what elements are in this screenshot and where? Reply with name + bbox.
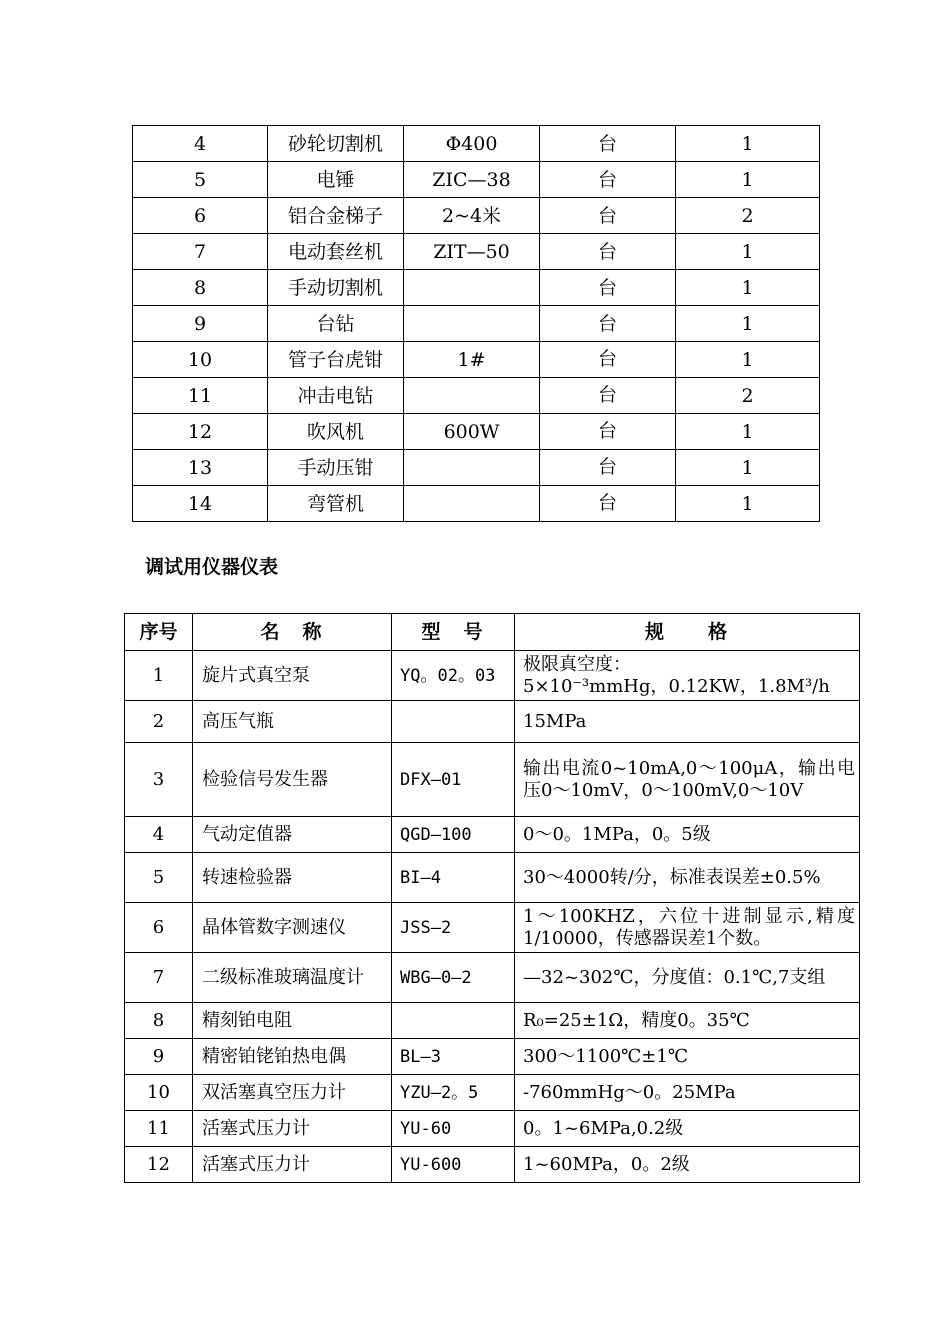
instrument-cell-spec: 1～100KHZ，六位十进制显示,精度1/10000，传感器误差1个数。 xyxy=(515,903,860,953)
tools-cell-qty: 1 xyxy=(676,486,820,522)
tools-cell-no: 11 xyxy=(133,378,268,414)
tools-cell-model: 1# xyxy=(404,342,540,378)
instrument-table-row xyxy=(125,701,860,743)
tools-cell-no: 4 xyxy=(133,126,268,162)
tools-table-row xyxy=(133,270,820,306)
instrument-cell-model: WBG—0—2 xyxy=(392,953,515,1003)
instrument-cell-no: 10 xyxy=(125,1075,193,1111)
instrument-cell-spec: —32~302℃，分度值：0.1℃,7支组 xyxy=(515,953,860,1003)
instrument-table-row xyxy=(125,743,860,817)
header-model: 型 号 xyxy=(392,614,515,651)
instrument-cell-name: 检验信号发生器 xyxy=(193,743,392,817)
tools-cell-unit: 台 xyxy=(540,486,676,522)
tools-cell-model: ZIT—50 xyxy=(404,234,540,270)
tools-cell-qty: 1 xyxy=(676,126,820,162)
tools-cell-no: 6 xyxy=(133,198,268,234)
tools-cell-name: 电锤 xyxy=(268,162,404,198)
tools-cell-no: 7 xyxy=(133,234,268,270)
tools-cell-no: 13 xyxy=(133,450,268,486)
instrument-cell-model xyxy=(392,701,515,743)
tools-table-row xyxy=(133,126,820,162)
instrument-cell-model: YU-600 xyxy=(392,1147,515,1183)
instrument-cell-name: 活塞式压力计 xyxy=(193,1111,392,1147)
tools-cell-no: 8 xyxy=(133,270,268,306)
tools-cell-no: 5 xyxy=(133,162,268,198)
instrument-cell-model xyxy=(392,1003,515,1039)
instrument-cell-model: BL—3 xyxy=(392,1039,515,1075)
tools-cell-model: 600W xyxy=(404,414,540,450)
instrument-cell-no: 5 xyxy=(125,853,193,903)
tools-cell-name: 冲击电钻 xyxy=(268,378,404,414)
tools-cell-qty: 1 xyxy=(676,342,820,378)
tools-cell-model: 2~4米 xyxy=(404,198,540,234)
tools-cell-qty: 1 xyxy=(676,306,820,342)
instrument-table-row xyxy=(125,817,860,853)
instrument-cell-spec: 300～1100℃±1℃ xyxy=(515,1039,860,1075)
tools-cell-unit: 台 xyxy=(540,450,676,486)
tools-cell-unit: 台 xyxy=(540,198,676,234)
instrument-table-row xyxy=(125,1111,860,1147)
tools-cell-unit: 台 xyxy=(540,162,676,198)
instrument-cell-no: 1 xyxy=(125,651,193,701)
tools-cell-unit: 台 xyxy=(540,414,676,450)
instrument-cell-no: 9 xyxy=(125,1039,193,1075)
spec-line: 极限真空度： xyxy=(523,653,631,675)
tools-cell-model: ZIC—38 xyxy=(404,162,540,198)
tools-cell-no: 10 xyxy=(133,342,268,378)
tools-cell-no: 9 xyxy=(133,306,268,342)
section-title: 调试用仪器仪表 xyxy=(145,556,279,578)
tools-table-row xyxy=(133,198,820,234)
tools-table-row xyxy=(133,234,820,270)
tools-cell-qty: 1 xyxy=(676,234,820,270)
instrument-table-header-row xyxy=(125,614,860,651)
header-no: 序号 xyxy=(125,614,193,651)
tools-cell-unit: 台 xyxy=(540,342,676,378)
tools-cell-name: 弯管机 xyxy=(268,486,404,522)
instrument-table-row xyxy=(125,651,860,701)
tools-cell-model xyxy=(404,306,540,342)
instrument-cell-model: DFX—01 xyxy=(392,743,515,817)
tools-cell-name: 吹风机 xyxy=(268,414,404,450)
instrument-cell-model: JSS—2 xyxy=(392,903,515,953)
instrument-table-row xyxy=(125,1147,860,1183)
tools-cell-name: 砂轮切割机 xyxy=(268,126,404,162)
tools-table-row xyxy=(133,378,820,414)
instrument-cell-name: 精密铂铑铂热电偶 xyxy=(193,1039,392,1075)
instrument-cell-name: 气动定值器 xyxy=(193,817,392,853)
instrument-cell-spec: 15MPa xyxy=(515,701,860,743)
instrument-cell-no: 3 xyxy=(125,743,193,817)
instrument-cell-model: QGD—100 xyxy=(392,817,515,853)
instrument-table-row xyxy=(125,1075,860,1111)
instrument-cell-spec: 30～4000转/分，标准表误差±0.5% xyxy=(515,853,860,903)
tools-table xyxy=(132,125,820,522)
instrument-table-row xyxy=(125,903,860,953)
instrument-cell-no: 12 xyxy=(125,1147,193,1183)
tools-cell-unit: 台 xyxy=(540,270,676,306)
tools-cell-model xyxy=(404,378,540,414)
instrument-cell-no: 2 xyxy=(125,701,193,743)
tools-cell-name: 手动压钳 xyxy=(268,450,404,486)
tools-cell-qty: 1 xyxy=(676,162,820,198)
instrument-cell-spec: R₀=25±1Ω，精度0。35℃ xyxy=(515,1003,860,1039)
instrument-cell-model: BI—4 xyxy=(392,853,515,903)
instrument-table-row xyxy=(125,1039,860,1075)
instrument-table-row xyxy=(125,853,860,903)
instrument-cell-no: 11 xyxy=(125,1111,193,1147)
instrument-cell-spec: -760mmHg～0。25MPa xyxy=(515,1075,860,1111)
instrument-cell-spec xyxy=(515,651,860,701)
tools-table-row xyxy=(133,486,820,522)
tools-cell-unit: 台 xyxy=(540,126,676,162)
instrument-table xyxy=(124,613,860,1183)
instrument-cell-spec: 1~60MPa，0。2级 xyxy=(515,1147,860,1183)
tools-cell-name: 台钻 xyxy=(268,306,404,342)
instrument-cell-model: YU-60 xyxy=(392,1111,515,1147)
instrument-cell-name: 精刻铂电阻 xyxy=(193,1003,392,1039)
spec-line: 5×10⁻³mmHg，0.12KW，1.8M³/h xyxy=(523,675,830,697)
tools-cell-qty: 1 xyxy=(676,414,820,450)
tools-table-row xyxy=(133,450,820,486)
instrument-cell-name: 活塞式压力计 xyxy=(193,1147,392,1183)
instrument-cell-name: 晶体管数字测速仪 xyxy=(193,903,392,953)
tools-cell-qty: 1 xyxy=(676,450,820,486)
instrument-cell-no: 8 xyxy=(125,1003,193,1039)
instrument-cell-name: 双活塞真空压力计 xyxy=(193,1075,392,1111)
tools-cell-no: 12 xyxy=(133,414,268,450)
tools-cell-unit: 台 xyxy=(540,378,676,414)
tools-cell-no: 14 xyxy=(133,486,268,522)
instrument-cell-model: YQ。02。03 xyxy=(392,651,515,701)
tools-cell-unit: 台 xyxy=(540,306,676,342)
tools-cell-model xyxy=(404,270,540,306)
instrument-cell-model: YZU—2。5 xyxy=(392,1075,515,1111)
instrument-cell-name: 旋片式真空泵 xyxy=(193,651,392,701)
tools-cell-name: 手动切割机 xyxy=(268,270,404,306)
instrument-cell-spec: 输出电流0~10mA,0～100μA，输出电压0～10mV，0～100mV,0～10V xyxy=(515,743,860,817)
tools-cell-name: 管子台虎钳 xyxy=(268,342,404,378)
tools-cell-qty: 1 xyxy=(676,270,820,306)
instrument-cell-no: 6 xyxy=(125,903,193,953)
tools-cell-unit: 台 xyxy=(540,234,676,270)
tools-cell-qty: 2 xyxy=(676,378,820,414)
instrument-cell-name: 高压气瓶 xyxy=(193,701,392,743)
header-name: 名 称 xyxy=(193,614,392,651)
tools-table-row xyxy=(133,342,820,378)
tools-cell-qty: 2 xyxy=(676,198,820,234)
instrument-table-row xyxy=(125,953,860,1003)
instrument-cell-name: 二级标准玻璃温度计 xyxy=(193,953,392,1003)
instrument-cell-no: 7 xyxy=(125,953,193,1003)
instrument-cell-spec: 0～0。1MPa，0。5级 xyxy=(515,817,860,853)
tools-cell-name: 电动套丝机 xyxy=(268,234,404,270)
instrument-cell-spec: 0。1~6MPa,0.2级 xyxy=(515,1111,860,1147)
tools-cell-model xyxy=(404,486,540,522)
instrument-cell-no: 4 xyxy=(125,817,193,853)
instrument-table-body xyxy=(125,651,860,1183)
instrument-cell-name: 转速检验器 xyxy=(193,853,392,903)
tools-table-row xyxy=(133,306,820,342)
tools-table-row xyxy=(133,414,820,450)
tools-table-body xyxy=(133,126,820,522)
header-spec: 规 格 xyxy=(515,614,860,651)
tools-cell-model xyxy=(404,450,540,486)
tools-cell-model: Φ400 xyxy=(404,126,540,162)
tools-cell-name: 铝合金梯子 xyxy=(268,198,404,234)
instrument-table-row xyxy=(125,1003,860,1039)
tools-table-row xyxy=(133,162,820,198)
